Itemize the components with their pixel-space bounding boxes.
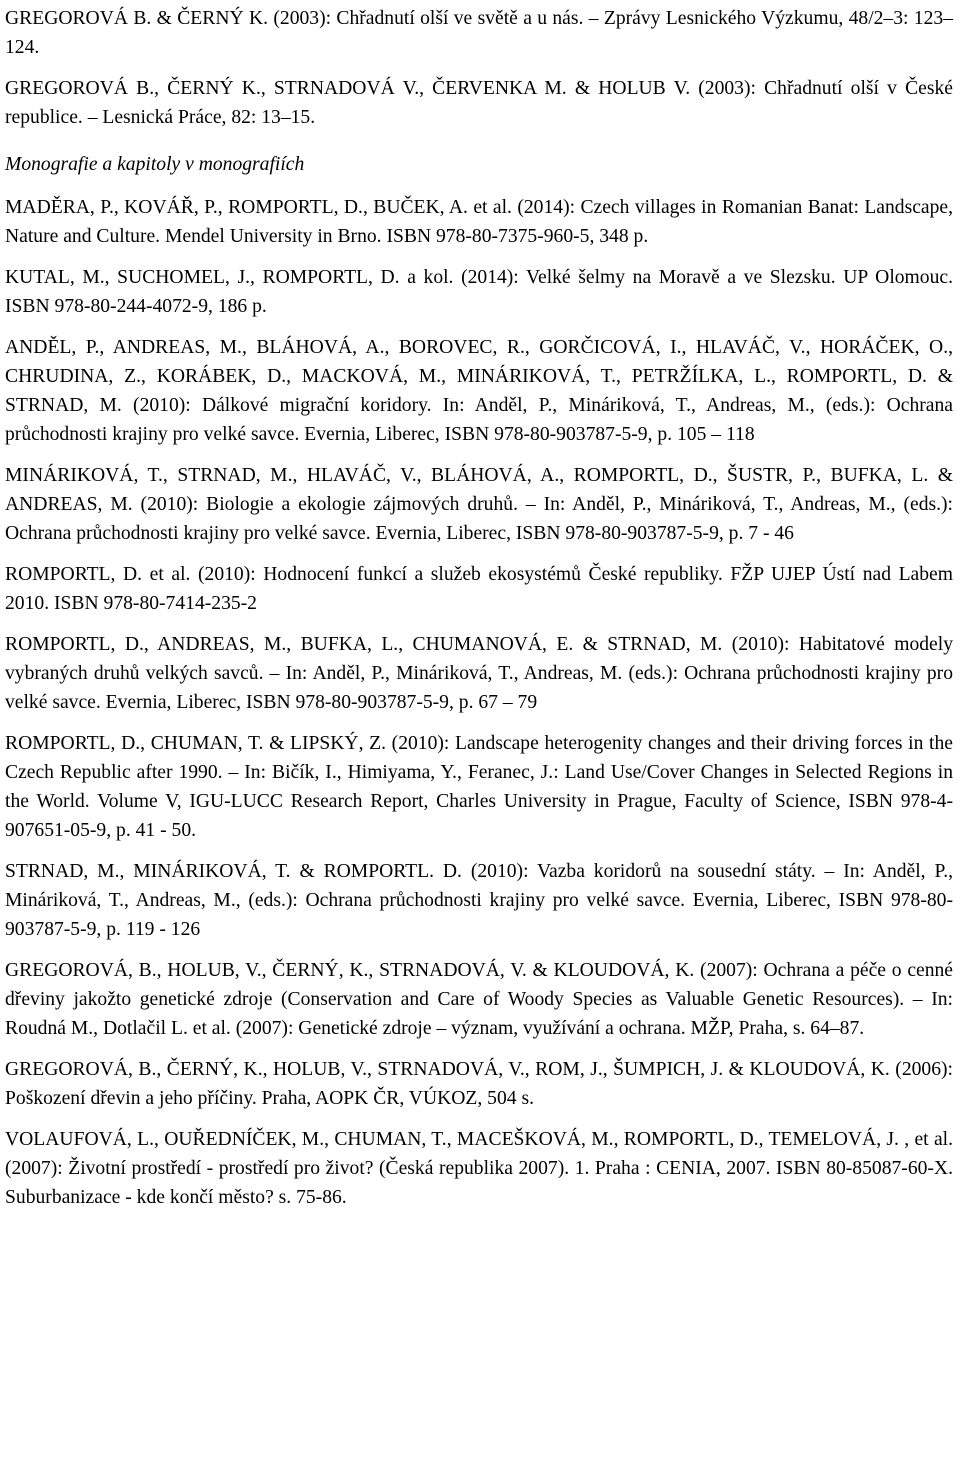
reference-entry: GREGOROVÁ, B., HOLUB, V., ČERNÝ, K., STRNADOVÁ, V. & KLOUDOVÁ, K. (2007): Ochrana a péče o cenné dřeviny jakožto genetické zdroje (Conservation and Care of Woody Species as Valuable Genetic Resources). – In: Roudná M., Dotlačil L. et al. (2007): Genetické zdroje – význam, využívání a ochrana. MŽP, Praha, s. 64–87. xyxy=(5,960,953,1039)
bibliography-page xyxy=(5,4,953,1212)
section-heading: Monografie a kapitoly v monografiích xyxy=(5,154,305,175)
reference-entry: VOLAUFOVÁ, L., OUŘEDNÍČEK, M., CHUMAN, T., MACEŠKOVÁ, M., ROMPORTL, D., TEMELOVÁ, J. , et al. (2007): Životní prostředí - prostředí pro život? (Česká republika 2007). 1. Praha : CENIA, 2007. ISBN 80-85087-60-X. Suburbanizace - kde končí město? s. 75-86. xyxy=(5,1129,953,1208)
reference-entry: ROMPORTL, D. et al. (2010): Hodnocení funkcí a služeb ekosystémů České republiky. FŽP UJEP Ústí nad Labem 2010. ISBN 978-80-7414-235-2 xyxy=(5,564,953,614)
reference-entry: MINÁRIKOVÁ, T., STRNAD, M., HLAVÁČ, V., BLÁHOVÁ, A., ROMPORTL, D., ŠUSTR, P., BUFKA, L. & ANDREAS, M. (2010): Biologie a ekologie zájmových druhů. – In: Anděl, P., Mináriková, T., Andreas, M., (eds.): Ochrana průchodnosti krajiny pro velké savce. Evernia, Liberec, ISBN 978-80-903787-5-9, p. 7 - 46 xyxy=(5,465,953,544)
reference-entry: GREGOROVÁ B., ČERNÝ K., STRNADOVÁ V., ČERVENKA M. & HOLUB V. (2003): Chřadnutí olší v České republice. – Lesnická Práce, 82: 13–15. xyxy=(5,78,953,128)
reference-entry: MADĚRA, P., KOVÁŘ, P., ROMPORTL, D., BUČEK, A. et al. (2014): Czech villages in Romanian Banat: Landscape, Nature and Culture. Mendel University in Brno. ISBN 978-80-7375-960-5, 348 p. xyxy=(5,197,953,247)
reference-entry: ROMPORTL, D., CHUMAN, T. & LIPSKÝ, Z. (2010): Landscape heterogenity changes and their driving forces in the Czech Republic after 1990. – In: Bičík, I., Himiyama, Y., Feranec, J.: Land Use/Cover Changes in Selected Regions in the World. Volume V, IGU-LUCC Research Report, Charles University in Prague, Faculty of Science, ISBN 978-4-907651-05-9, p. 41 - 50. xyxy=(5,733,953,841)
reference-entry: ROMPORTL, D., ANDREAS, M., BUFKA, L., CHUMANOVÁ, E. & STRNAD, M. (2010): Habitatové modely vybraných druhů velkých savců. – In: Anděl, P., Mináriková, T., Andreas, M. (eds.): Ochrana průchodnosti krajiny pro velké savce. Evernia, Liberec, ISBN 978-80-903787-5-9, p. 67 – 79 xyxy=(5,634,953,713)
reference-entry: GREGOROVÁ B. & ČERNÝ K. (2003): Chřadnutí olší ve světě a u nás. – Zprávy Lesnického Výzkumu, 48/2–3: 123–124. xyxy=(5,8,953,58)
reference-entry: STRNAD, M., MINÁRIKOVÁ, T. & ROMPORTL. D. (2010): Vazba koridorů na sousední státy. – In: Anděl, P., Mináriková, T., Andreas, M., (eds.): Ochrana průchodnosti krajiny pro velké savce. Evernia, Liberec, ISBN 978-80-903787-5-9, p. 119 - 126 xyxy=(5,861,953,940)
reference-entry: KUTAL, M., SUCHOMEL, J., ROMPORTL, D. a kol. (2014): Velké šelmy na Moravě a ve Slezsku. UP Olomouc. ISBN 978-80-244-4072-9, 186 p. xyxy=(5,267,953,317)
reference-entry: ANDĚL, P., ANDREAS, M., BLÁHOVÁ, A., BOROVEC, R., GORČICOVÁ, I., HLAVÁČ, V., HORÁČEK, O., CHRUDINA, Z., KORÁBEK, D., MACKOVÁ, M., MINÁRIKOVÁ, T., PETRŽÍLKA, L., ROMPORTL, D. & STRNAD, M. (2010): Dálkové migrační koridory. In: Anděl, P., Mináriková, T., Andreas, M., (eds.): Ochrana průchodnosti krajiny pro velké savce. Evernia, Liberec, ISBN 978-80-903787-5-9, p. 105 – 118 xyxy=(5,337,953,445)
reference-entry: GREGOROVÁ, B., ČERNÝ, K., HOLUB, V., STRNADOVÁ, V., ROM, J., ŠUMPICH, J. & KLOUDOVÁ, K. (2006): Poškození dřevin a jeho příčiny. Praha, AOPK ČR, VÚKOZ, 504 s. xyxy=(5,1059,953,1109)
